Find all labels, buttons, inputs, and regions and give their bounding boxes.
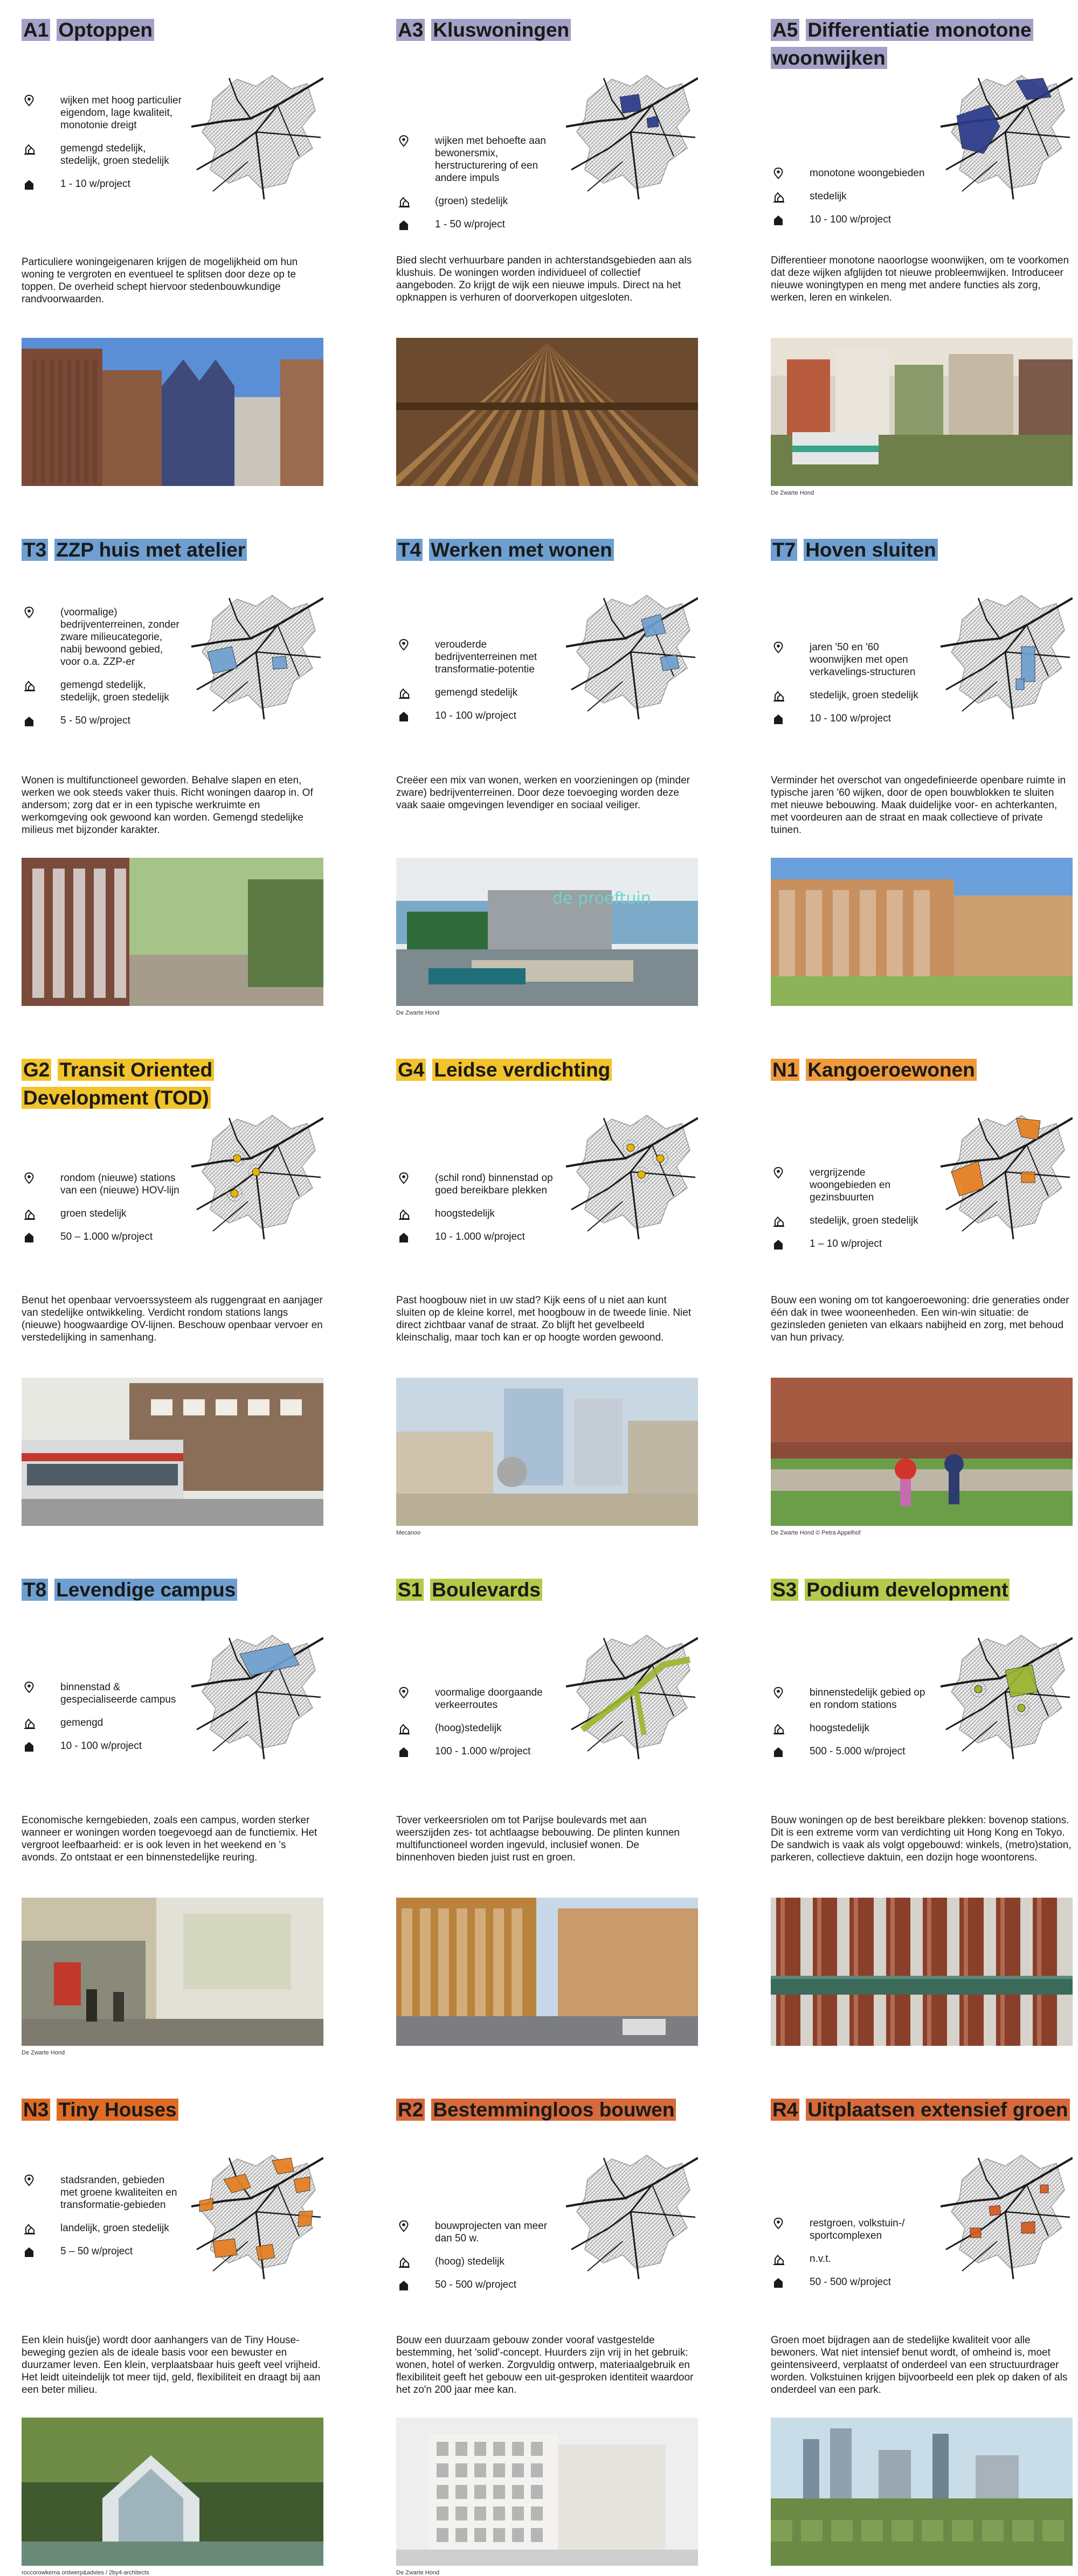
meta-type-text: (groen) stedelijk <box>435 196 508 207</box>
urban-type-icon <box>773 1723 784 1734</box>
meta-count-text: 1 - 10 w/project <box>60 178 130 190</box>
card-title <box>396 536 698 564</box>
card-description: Bouw een woning om tot kangoeroewoning: drie generaties onder één dak in twee wooneenheden. Een win-win situatie: de gezinsleden genieten van elkaars nabijheid en zorg, met behoud van hun privacy. <box>771 1295 1069 1343</box>
card-title <box>22 2096 323 2124</box>
meta-count <box>396 1231 558 1243</box>
card-photo <box>396 1898 698 2046</box>
typology-card-g2 <box>22 1056 323 1536</box>
meta-count-text: 5 – 50 w/project <box>60 2246 133 2257</box>
meta-count-text: 1 - 50 w/project <box>435 219 505 230</box>
meta-location-text: rondom (nieuwe) stations van een (nieuwe) HOV-lijn <box>60 1172 179 1196</box>
card-meta <box>396 1172 558 1254</box>
city-map <box>566 1107 698 1239</box>
meta-location-text: binnenstedelijk gebied op en rondom stations <box>810 1687 925 1711</box>
urban-type-icon <box>398 1208 409 1220</box>
meta-location <box>396 2220 558 2245</box>
card-description: Wonen is multifunctioneel geworden. Behalve slapen en eten, werken we ook steeds vaker thuis. Richt woningen daarop in. Of andersom; zorg dat er in een typische werkruimte en werkomgeving ook gewoond kan worden. Gemengd stedelijke milieus met bijzonder karakter. <box>22 775 313 836</box>
card-title <box>771 1576 1073 1604</box>
meta-type <box>22 1207 183 1220</box>
card-meta <box>396 135 558 241</box>
meta-type <box>396 2255 558 2268</box>
meta-location <box>396 1172 558 1197</box>
card-photo <box>771 338 1073 486</box>
meta-count <box>22 1231 183 1243</box>
city-map <box>566 2147 698 2279</box>
meta-type <box>396 686 558 699</box>
house-icon <box>773 2276 784 2288</box>
location-pin-icon <box>24 1682 34 1693</box>
meta-count-text: 1 – 10 w/project <box>810 1238 882 1249</box>
meta-location <box>771 167 932 179</box>
card-title <box>771 2096 1073 2124</box>
card-code: R4 <box>771 2099 799 2121</box>
meta-type <box>771 190 932 203</box>
card-meta <box>22 94 183 201</box>
card-title <box>771 536 1073 564</box>
card-name: Bestemmingloos bouwen <box>431 2099 676 2121</box>
card-photo <box>396 338 698 486</box>
meta-type-text: (hoog) stedelijk <box>435 2256 505 2267</box>
card-name: Werken met wonen <box>429 539 614 561</box>
card-description: Verminder het overschot van ongedefinieerde openbare ruimte in typische jaren '60 wijken, door de open bouwblokken te sluiten met nieuwe bebouwing. Maak duidelijke voor- en achterkanten, met voordeuren aan de straat en maak collectieve of private tuinen. <box>771 775 1066 836</box>
location-pin-icon <box>398 1172 409 1184</box>
card-code: T8 <box>22 1579 48 1601</box>
card-meta <box>771 167 932 237</box>
meta-location <box>22 1681 183 1706</box>
card-description: Differentieer monotone naoorlogse woonwijken, om te voorkomen dat deze wijken afglijden tot nieuwe probleemwijken. Introduceer nieuwe woningtypen en meng met andere functies als zorg, werken, leren en winkelen. <box>771 255 1069 303</box>
photo-credit: De Zwarte Hond <box>396 2570 440 2576</box>
urban-type-icon <box>398 687 409 699</box>
meta-location-text: restgroen, volkstuin-/ sportcomplexen <box>810 2218 905 2241</box>
meta-location <box>771 1686 932 1711</box>
card-meta <box>22 606 183 738</box>
meta-type-text: stedelijk, groen stedelijk <box>810 690 918 701</box>
typology-card-n3 <box>22 2096 323 2575</box>
card-meta <box>771 2217 932 2299</box>
meta-type-text: hoogstedelijk <box>435 1208 495 1219</box>
card-description: Bouw woningen op de best bereikbare plekken: bovenop stations. Dit is een extreme vorm van verdichting uit Hong Kong en Tokyo. De sandwich is vaak als volgt opgebouwd: winkels, (metro)station, parkeren, collectieve daktuin, een dozijn hoge woontorens. <box>771 1815 1072 1863</box>
card-description: Groen moet bijdragen aan de stedelijke kwaliteit voor alle bewoners. Wat niet intensief benut wordt, of omheind is, moet geintensiveerd, verplaatst of onderdeel van een structuurdrager worden. Volkstuinen krijgen bijvoorbeeld een plek op daken of als onderdeel van een park. <box>771 2335 1068 2396</box>
photo-credit: De Zwarte Hond <box>396 1010 440 1016</box>
card-code: T4 <box>396 539 423 561</box>
location-pin-icon <box>24 2175 34 2186</box>
photo-credit: De Zwarte Hond <box>771 490 814 496</box>
card-description: Past hoogbouw niet in uw stad? Kijk eens of u niet aan kunt sluiten op de kleine korrel, met hoogbouw in de tweede linie. Niet direct zichtbaar vanaf de straat. Zo blijft het gevelbeeld kleinschalig, maar toch kan er op hoogte worden gewoond. <box>396 1295 692 1343</box>
city-map <box>941 67 1073 199</box>
card-name: Transit Oriented Development (TOD) <box>22 1059 214 1109</box>
city-map <box>191 1107 323 1239</box>
card-title <box>22 16 323 44</box>
urban-type-icon <box>24 143 34 155</box>
card-name: Leidse verdichting <box>432 1059 612 1081</box>
meta-location <box>771 1167 932 1204</box>
meta-location <box>22 1172 183 1197</box>
card-name: Tiny Houses <box>57 2099 178 2121</box>
house-icon <box>24 715 34 727</box>
typology-card-t4 <box>396 536 698 1016</box>
meta-type <box>22 679 183 704</box>
typology-card-s3 <box>771 1576 1073 2056</box>
card-name: Boulevards <box>430 1579 542 1601</box>
typology-card-t7 <box>771 536 1073 1016</box>
card-photo <box>22 1378 323 1526</box>
city-map <box>941 1107 1073 1239</box>
card-title <box>396 1576 698 1604</box>
meta-type <box>22 2222 183 2234</box>
location-pin-icon <box>398 639 409 651</box>
meta-type <box>22 1717 183 1729</box>
location-pin-icon <box>398 1687 409 1699</box>
urban-type-icon <box>24 1717 34 1729</box>
card-code: A5 <box>771 19 799 41</box>
city-map <box>191 67 323 199</box>
meta-location-text: (schil rond) binnenstad op goed bereikbare plekken <box>435 1172 553 1196</box>
card-description: Creëer een mix van wonen, werken en voorzieningen op (minder zware) bedrijventerreinen. Door deze toevoeging worden deze vaak saaie omgevingen levendiger en sociaal veiliger. <box>396 775 690 811</box>
card-photo <box>771 2418 1073 2566</box>
house-icon <box>773 214 784 226</box>
card-code: G2 <box>22 1059 51 1081</box>
urban-type-icon <box>24 2223 34 2234</box>
house-icon <box>24 2246 34 2258</box>
meta-count <box>22 2245 183 2258</box>
card-name: Levendige campus <box>54 1579 237 1601</box>
meta-location-text: stadsranden, gebieden met groene kwaliteiten en transformatie-gebieden <box>60 2175 177 2211</box>
meta-type <box>771 1214 932 1227</box>
meta-type <box>771 689 932 702</box>
meta-type <box>771 1722 932 1734</box>
meta-type-text: gemengd stedelijk <box>435 687 518 698</box>
card-meta <box>22 1681 183 1763</box>
meta-location <box>396 638 558 676</box>
card-photo <box>22 1898 323 2046</box>
meta-location-text: (voormalige) bedrijventerreinen, zonder zware milieucategorie, nabij bewoond gebied, voor o.a. ZZP-er <box>60 607 179 668</box>
photo-credit: roccorowkema ontwerp&advies / 2by4-architects <box>22 2570 149 2576</box>
card-name: ZZP huis met atelier <box>54 539 247 561</box>
location-pin-icon <box>773 642 784 654</box>
meta-location-text: verouderde bedrijventerreinen met transformatie-potentie <box>435 639 537 675</box>
meta-type-text: stedelijk, groen stedelijk <box>810 1215 918 1226</box>
house-icon <box>24 1231 34 1243</box>
card-code: S3 <box>771 1579 798 1601</box>
card-code: S1 <box>396 1579 424 1601</box>
meta-count <box>771 712 932 725</box>
urban-type-icon <box>773 2253 784 2265</box>
urban-type-icon <box>773 1215 784 1227</box>
card-name: Podium development <box>805 1579 1010 1601</box>
card-name: Optoppen <box>57 19 154 41</box>
location-pin-icon <box>398 2220 409 2232</box>
card-photo <box>22 858 323 1006</box>
card-meta <box>396 2220 558 2302</box>
card-title <box>396 16 698 44</box>
meta-location <box>396 135 558 184</box>
urban-type-icon <box>24 679 34 691</box>
house-icon <box>773 1238 784 1250</box>
photo-credit: Mecanoo <box>396 1530 421 1536</box>
meta-type-text: landelijk, groen stedelijk <box>60 2223 169 2234</box>
card-code: N3 <box>22 2099 50 2121</box>
house-icon <box>773 1746 784 1758</box>
typology-card-g4 <box>396 1056 698 1536</box>
meta-type-text: stedelijk <box>810 191 847 202</box>
city-map <box>566 1627 698 1759</box>
house-icon <box>24 178 34 190</box>
house-icon <box>398 219 409 231</box>
meta-type-text: (hoog)stedelijk <box>435 1723 502 1734</box>
meta-location-text: bouwprojecten van meer dan 50 w. <box>435 2220 548 2244</box>
card-photo <box>771 858 1073 1006</box>
card-name: Hoven sluiten <box>804 539 938 561</box>
meta-count <box>396 2279 558 2291</box>
typology-card-r4 <box>771 2096 1073 2575</box>
card-meta <box>771 1167 932 1261</box>
meta-count <box>22 178 183 190</box>
card-photo <box>22 338 323 486</box>
card-description: Economische kerngebieden, zoals een campus, worden sterker wanneer er woningen worden toegevoegd aan de functiemix. Het vergroot leefbaarheid: er is ook leven in het weekend en 's avonds. Zo ontstaat er een binnenstedelijke reuring. <box>22 1815 317 1863</box>
location-pin-icon <box>773 1687 784 1699</box>
card-photo <box>396 858 698 1006</box>
meta-location-text: binnenstad & gespecialiseerde campus <box>60 1682 176 1705</box>
city-map <box>941 1627 1073 1759</box>
meta-count <box>771 2276 932 2288</box>
meta-count <box>771 213 932 226</box>
meta-count-text: 5 - 50 w/project <box>60 715 130 726</box>
card-photo <box>396 1378 698 1526</box>
card-title <box>22 1056 323 1112</box>
card-description: Tover verkeersriolen om tot Parijse boulevards met aan weerszijden zes- tot achtlaagse bebouwing. De plinten kunnen multifunctioneel worden ingevuld, inclusief wonen. De binnenhoven bieden juist rust en groen. <box>396 1815 680 1863</box>
location-pin-icon <box>398 135 409 147</box>
location-pin-icon <box>773 1167 784 1179</box>
meta-count-text: 50 - 500 w/project <box>435 2279 517 2290</box>
card-title <box>396 2096 698 2124</box>
meta-location-text: monotone woongebieden <box>810 168 925 179</box>
location-pin-icon <box>24 95 34 107</box>
card-description: Bied slecht verhuurbare panden in achterstandsgebieden aan als klushuis. De woningen worden individueel of collectief aangeboden. Zo krijgt de wijk een nieuwe impuls. Direct na het opknappen is verhuren of doorverkopen uitgesloten. <box>396 255 692 303</box>
meta-location-text: voormalige doorgaande verkeerroutes <box>435 1687 543 1711</box>
card-title <box>771 16 1073 72</box>
meta-count <box>396 218 558 231</box>
meta-count-text: 100 - 1.000 w/project <box>435 1746 531 1757</box>
typology-card-s1 <box>396 1576 698 2056</box>
meta-type-text: hoogstedelijk <box>810 1723 869 1734</box>
meta-count-text: 500 - 5.000 w/project <box>810 1746 906 1757</box>
card-code: A3 <box>396 19 425 41</box>
card-description: Bouw een duurzaam gebouw zonder vooraf vastgestelde bestemming, het 'solid'-concept. Huurders zijn vrij in het gebruik: wonen, hotel of werken. Zorgvuldig ontwerp, materiaalgebruik en flexibiliteit geeft het gebouw een uit-gesproken identiteit waardoor het zo'n 200 jaar mee kan. <box>396 2335 694 2396</box>
city-map <box>191 2147 323 2279</box>
meta-location <box>22 606 183 668</box>
card-code: A1 <box>22 19 50 41</box>
location-pin-icon <box>24 1172 34 1184</box>
city-map <box>191 1627 323 1759</box>
city-map <box>941 2147 1073 2279</box>
card-code: R2 <box>396 2099 425 2121</box>
card-description: Particuliere woningeigenaren krijgen de mogelijkheid om hun woning te vergroten en eventueel te splitsen door deze op te toppen. De overheid schept hiervoor stedenbouwkundige randvoorwaarden. <box>22 256 298 305</box>
city-map <box>566 67 698 199</box>
card-code: N1 <box>771 1059 799 1081</box>
meta-type <box>396 1207 558 1220</box>
meta-count-text: 10 - 100 w/project <box>60 1740 142 1752</box>
meta-count <box>22 714 183 727</box>
meta-count <box>396 1745 558 1758</box>
house-icon <box>773 713 784 725</box>
urban-type-icon <box>773 690 784 702</box>
card-meta <box>396 1686 558 1768</box>
card-name: Kluswoningen <box>431 19 571 41</box>
card-photo <box>22 2418 323 2566</box>
meta-location-text: jaren '50 en '60 woonwijken met open verkavelings-structuren <box>810 642 916 678</box>
city-map <box>566 587 698 719</box>
card-code: T3 <box>22 539 48 561</box>
meta-type-text: gemengd <box>60 1717 103 1728</box>
card-photo <box>771 1378 1073 1526</box>
card-title <box>22 1576 323 1604</box>
meta-type-text: n.v.t. <box>810 2253 831 2265</box>
typology-card-n1 <box>771 1056 1073 1536</box>
meta-count-text: 10 - 100 w/project <box>810 713 892 724</box>
typology-card-a1 <box>22 16 323 496</box>
card-photo <box>771 1898 1073 2046</box>
typology-card-a5 <box>771 16 1073 496</box>
card-photo <box>396 2418 698 2566</box>
house-icon <box>24 1740 34 1752</box>
meta-location-text: wijken met behoefte aan bewonersmix, herstructurering of een andere impuls <box>435 135 546 184</box>
card-meta <box>771 1686 932 1768</box>
card-meta <box>396 638 558 733</box>
card-meta <box>771 641 932 735</box>
meta-type <box>22 142 183 167</box>
meta-count-text: 10 - 100 w/project <box>810 214 892 225</box>
meta-type-text: gemengd stedelijk, stedelijk, groen stedelijk <box>60 679 169 703</box>
urban-type-icon <box>398 196 409 207</box>
card-title <box>396 1056 698 1084</box>
urban-type-icon <box>24 1208 34 1220</box>
urban-type-icon <box>773 191 784 203</box>
card-name: Uitplaatsen extensief groen <box>806 2099 1069 2121</box>
meta-count <box>396 710 558 722</box>
house-icon <box>398 1746 409 1758</box>
card-meta <box>22 2174 183 2268</box>
meta-location-text: vergrijzende woongebieden en gezinsbuurten <box>810 1167 891 1203</box>
card-name: Kangoeroewonen <box>806 1059 976 1081</box>
meta-count-text: 10 - 100 w/project <box>435 710 517 721</box>
card-title <box>22 536 323 564</box>
meta-count <box>22 1740 183 1752</box>
meta-count-text: 50 – 1.000 w/project <box>60 1231 153 1242</box>
card-description: Een klein huis(je) wordt door aanhangers van de Tiny House-beweging gezien als de ideale basis voor een bewuster en duurzamer leven. Een klein, verplaatsbaar huis geeft veel vrijheid. Het leidt uiteindelijk tot meer tijd, geld, flexibiliteit en draagt bij aan een beter milieu. <box>22 2335 321 2396</box>
meta-type-text: groen stedelijk <box>60 1208 127 1219</box>
meta-location <box>771 641 932 678</box>
card-name: Differentiatie monotone woonwijken <box>771 19 1033 69</box>
location-pin-icon <box>773 168 784 179</box>
meta-type <box>396 195 558 207</box>
card-meta <box>22 1172 183 1254</box>
typology-card-r2 <box>396 2096 698 2575</box>
meta-count <box>771 1238 932 1250</box>
house-icon <box>398 710 409 722</box>
meta-type <box>396 1722 558 1734</box>
meta-location-text: wijken met hoog particulier eigendom, lage kwaliteit, monotonie dreigt <box>60 95 182 131</box>
location-pin-icon <box>773 2218 784 2230</box>
urban-type-icon <box>398 1723 409 1734</box>
meta-location <box>22 94 183 131</box>
house-icon <box>398 1231 409 1243</box>
card-title <box>771 1056 1073 1084</box>
card-code: G4 <box>396 1059 426 1081</box>
photo-credit: De Zwarte Hond © Petra Appelhof <box>771 1530 861 1536</box>
meta-location <box>771 2217 932 2242</box>
urban-type-icon <box>398 2256 409 2268</box>
typology-card-a3 <box>396 16 698 496</box>
typology-card-t8 <box>22 1576 323 2056</box>
city-map <box>941 587 1073 719</box>
meta-type <box>771 2253 932 2265</box>
city-map <box>191 587 323 719</box>
meta-location <box>22 2174 183 2211</box>
photo-sign-text: de proeftuin <box>552 889 651 908</box>
meta-count-text: 50 - 500 w/project <box>810 2276 892 2288</box>
location-pin-icon <box>24 607 34 619</box>
house-icon <box>398 2279 409 2291</box>
meta-type-text: gemengd stedelijk, stedelijk, groen stedelijk <box>60 143 169 166</box>
meta-count <box>771 1745 932 1758</box>
photo-credit: De Zwarte Hond <box>22 2050 65 2056</box>
card-code: T7 <box>771 539 797 561</box>
meta-count-text: 10 - 1.000 w/project <box>435 1231 525 1242</box>
typology-card-t3 <box>22 536 323 1016</box>
card-description: Benut het openbaar vervoerssysteem als ruggengraat en aanjager van stedelijke ontwikkeling. Verdicht rondom stations langs (nieuwe) hoogwaardige OV-lijnen. Beschouw openbaar vervoer en verstedelijking in samenhang. <box>22 1295 323 1343</box>
meta-location <box>396 1686 558 1711</box>
